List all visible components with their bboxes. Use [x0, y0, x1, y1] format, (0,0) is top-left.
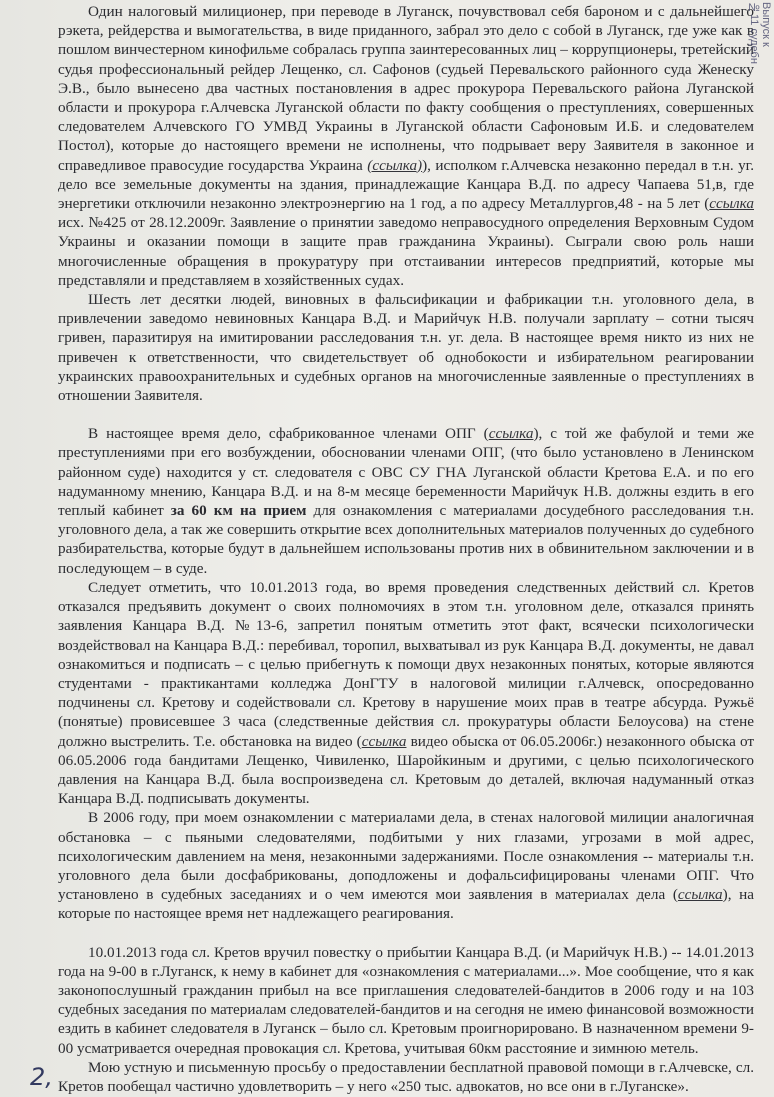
- text-run: для ознакомления с материалами досудебного расследования т.н. уголовного дела, а так же совершить открытие всех дополнительных материалов полученных до судебного разбирательства, которые будут в дальнейшем использованы против них в обвинительном заключении и в последующем – в суде.: [58, 502, 754, 577]
- text-run: ), с той же фабулой и теми же преступлениями при его возбуждении, обосновании членами ОПГ, (что было установлено в Ленинском районном суде) находится у ст. следователя с ОВС СУ ГНА Луганской области Кретова Е.А. и по его надуманному мнению, Канцара В.Д. и на 8-м месяце беременности Марийчук Н.В. должны ездить в его теплый кабинет: [58, 425, 754, 520]
- document-body: [58, 2, 754, 1096]
- paragraph-p7: [58, 1058, 754, 1096]
- paragraph-p5: [58, 808, 754, 923]
- text-run: 10.01.2013 года сл. Кретов вручил повестку о прибытии Канцара В.Д. (и Марийчук Н.В.) -- 14.01.2013 года на 9-00 в г.Луганск, к нему в кабинет для «ознакомления с материалами...». Мое сообщение, что я как законопослушный гражданин прибыл на все приглашения следователей-бандитов в 2006 году и на 103 судебных заседания по материалам следователей-бандитов и на сегодня не имею финансовой возможности ездить в кабинет следователя в Луганск – было сл. Кретовым проигнорировано. В назначенном времени 9-00 усматривается очередная провокация сл. Кретова, учитывая 60км расстояние и зимнюю метель.: [58, 943, 754, 1057]
- link-reference[interactable]: ссылка: [709, 195, 754, 213]
- link-reference[interactable]: ссылка: [677, 886, 723, 904]
- text-run: Шесть лет десятки людей, виновных в фальсификации и фабрикации т.н. уголовного дела, в привлечении заведомо невиновных Канцара В.Д. и Марийчук Н.В. получали зарплату – сотни тысяч гривен, паразитируя на имитировании расследования т.н. уг. дела. В настоящее время никто из них не привечен к ответственности, что свидетельствует об однобокости и избирательном реагировании украинских правоохранительных и судебных органов на многочисленные заявленные о преступлениях в отношении Заявителя.: [58, 291, 754, 405]
- paragraph-p2: [58, 290, 754, 405]
- paragraph-p4: [58, 578, 754, 808]
- paragraph-p1: [58, 2, 754, 290]
- paragraph-p3: [58, 424, 754, 578]
- link-reference[interactable]: (ссылка): [367, 156, 423, 174]
- text-run: исх. №425 от 28.12.2009г. Заявление о принятии заведомо неправосудного определения Верховным Судом Украины и оказании помощи в защите прав гражданина Украины). Сыграли свою роль наши многочисленные обращения в прокуратуру при отстаивании интересов предприятий, которые мы представляли и представляем в хозяйственных судах.: [58, 214, 754, 289]
- page-number: 2,: [30, 1063, 53, 1091]
- text-run: В настоящее время дело, сфабрикованное членами ОПГ (: [88, 425, 489, 443]
- text-run: Мою устную и письменную просьбу о предоставлении бесплатной правовой помощи в г.Алчевске, сл. Кретов пообещал частично удовлетворить – у него «250 тыс. адвокатов, но все они в г.Луганске».: [58, 1058, 754, 1095]
- text-run: ), исполком г.Алчевска незаконно передал в т.н. уг. дело все земельные документы на здания, принадлежащие Канцара В.Д. по адресу Чапаева 51,в, где энергетики отключили незаконно электроэнергию на 1 год, а по адресу Металлургов,48 - на 5 лет (: [58, 156, 754, 213]
- text-run: В 2006 году, при моем ознакомлении с материалами дела, в стенах налоговой милиции аналогичная обстановка – с пьяными следователями, подбитыми у них глазами, угрозами в мой адрес, психологическим давлением на меня, незаконными задержаниями. После ознакомления -- материалы т.н. уголовного дела были досфабрикованы, доподложены и дофальсифицированы членами ОПГ. Что установлено в судебных заседаниях и о чем имеются мои заявления в материалах дела (: [58, 809, 754, 904]
- text-run: видео обыска от 06.05.2006г.) незаконного обыска от 06.05.2006 года бандитами Лещенко, Чивиленко, Шаройкиным и другими, с целью психологического давления на Канцара В.Д. была воспроизведена сл. Кретовым до деталей, включая надуманный отказ Канцара В.Д. подписывать документы.: [58, 732, 754, 808]
- emphasized-text: за 60 км на прием: [170, 502, 307, 520]
- paragraph-spacer: [58, 405, 754, 424]
- paragraph-spacer: [58, 924, 754, 943]
- text-run: Один налоговый милиционер, при переводе в Луганск, почувствовал себя бароном и с дальнейшего рэкета, рейдерства и вымогательства, в виде приданного, забрал это дело с собой в Луганск, где уже как в пошлом винчестерном кинофильме собралась группа заинтересованных лиц – коррупционеры, третейский судья профессиональный рейдер Лещенко, сл. Сафонов (судьей Перевальского районного суда Женеску Э.В., было вынесено два частных постановления в адрес прокурора Перевальского района Луганской области и прокурора г.Алчевска Луганской области по факту сообщения о преступлениях, совершенных следователем Алчевского ГО УМВД Украины в Луганской области Сафоновым И.Б. и следователем Постол), которые до настоящего времени не исполнены, что подрывает веру Заявителя в законное и справедливое правосудие государства Украина: [58, 3, 754, 174]
- link-reference[interactable]: ссылка: [488, 425, 534, 443]
- text-run: ), на которые по настоящее время нет надлежащего реагирования.: [58, 886, 754, 923]
- side-handwritten-note: Выпуск к №11 судебн: [748, 2, 772, 64]
- link-reference[interactable]: ссылка: [361, 732, 407, 750]
- text-run: Следует отметить, что 10.01.2013 года, во время проведения следственных действий сл. Кретов отказался предъявить документ о своих полномочиях в этом т.н. уголовном деле, отказался принять заявления Канцара В.Д. №13-6, запретил понятым отметить этот факт, всячески психологически воздействовал на Канцара В.Д.: перебивал, торопил, выхватывал из рук Канцара В.Д. документы, не давал ознакомиться и подписать – с целью прибегнуть к помощи двух незаконных понятых, которые являются студентами - практикантами колледжа ДонГТУ в налоговой милиции г.Алчевск, опосредованно подчинены сл. Кретову и содействовали сл. Кретову в нарушение моих прав в театре абсурда. Ружьё (понятые) провисевшее 3 часа (следственные действия сл. прокуратуры области Белоусова) на стене должно выстрелить. Т.е. обстановка на видео (: [58, 578, 754, 750]
- paragraph-p6: [58, 943, 754, 1058]
